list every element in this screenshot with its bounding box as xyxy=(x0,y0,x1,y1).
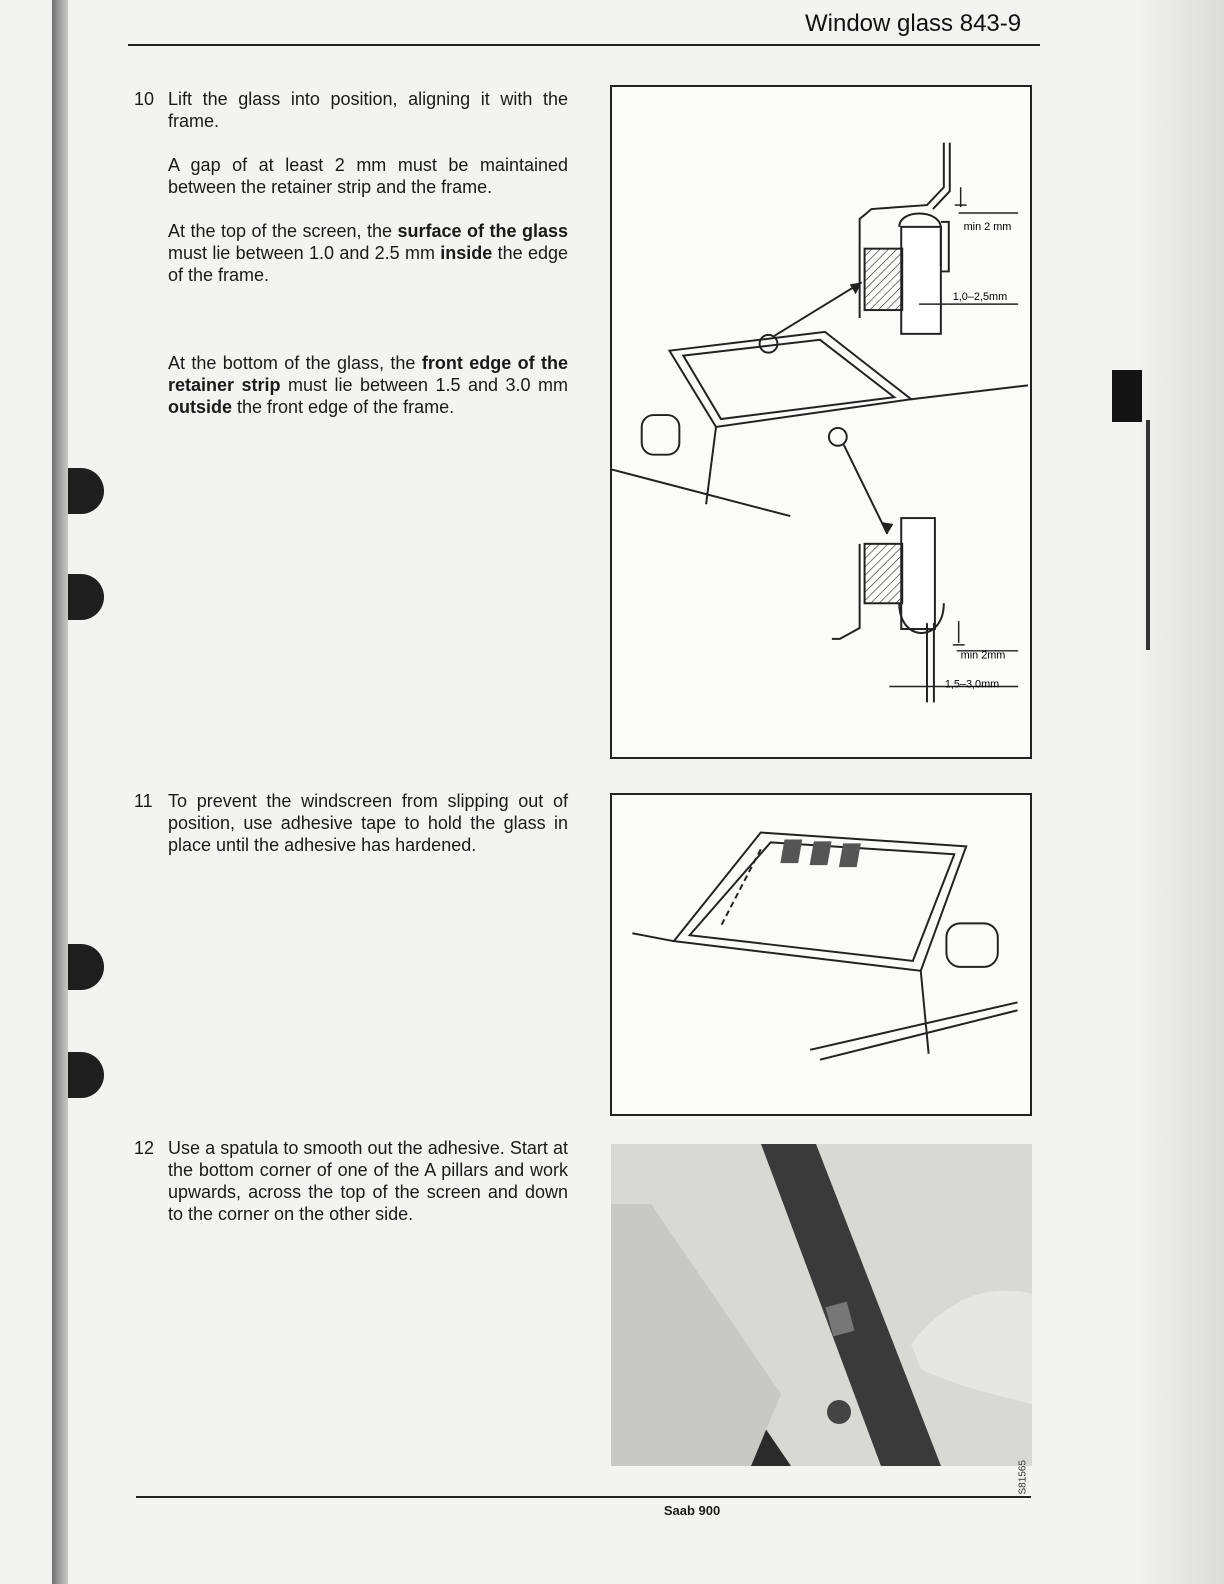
step-12 xyxy=(134,1137,568,1247)
paragraph-text: must lie between 1.0 and 2.5 mm xyxy=(168,243,441,263)
bottom-section-detail xyxy=(832,518,944,702)
dimension-bottom-gap: min 2mm xyxy=(960,649,1006,662)
header-rule xyxy=(128,44,1040,46)
windscreen-tape-diagram xyxy=(612,795,1030,1114)
step-10 xyxy=(134,88,568,440)
binder-hole xyxy=(68,1052,104,1098)
step-body xyxy=(168,88,568,418)
paragraph-text: must lie between 1.5 and 3.0 mm xyxy=(280,375,568,395)
step-number: 10 xyxy=(134,89,155,109)
section-tab-marker xyxy=(1112,370,1142,422)
bottom-detail-marker xyxy=(829,428,847,446)
car-windscreen-outline xyxy=(612,332,1028,516)
emphasis-text: surface of the glass xyxy=(397,221,568,241)
top-section-detail xyxy=(860,143,950,334)
figure-windscreen-tape xyxy=(610,793,1032,1116)
binder-hole xyxy=(68,944,104,990)
paragraph-text: At the top of the screen, the xyxy=(168,221,398,241)
paragraph-text: To prevent the windscreen from slipping out of position, use adhesive tape to hold the glass in place until the adhesive has hardened. xyxy=(168,791,568,855)
windscreen-section-diagram xyxy=(612,87,1030,757)
page-header: Window glass 843-9 xyxy=(805,10,1022,37)
emphasis-text: front edge of the retainer strip xyxy=(168,353,568,395)
paragraph-text: Lift the glass into position, aligning it with the frame. xyxy=(168,89,568,131)
step-body xyxy=(168,1137,568,1225)
section-tab-line xyxy=(1146,420,1150,650)
top-detail-marker xyxy=(760,335,778,353)
photo-code: S81565 xyxy=(1017,1460,1028,1495)
step-11 xyxy=(134,790,568,878)
paragraph-text: At the bottom of the glass, the xyxy=(168,353,422,373)
paragraph-text: the front edge of the frame. xyxy=(232,397,455,417)
step-number: 12 xyxy=(134,1138,155,1158)
step-paragraph xyxy=(168,88,568,132)
step-paragraph xyxy=(168,220,568,286)
dimension-top-gap: min 2 mm xyxy=(963,220,1012,233)
paragraph-text: the edge of the frame. xyxy=(168,243,568,285)
step-paragraph xyxy=(168,1137,568,1225)
emphasis-text: outside xyxy=(168,397,233,417)
photo-illustration xyxy=(611,1144,1032,1466)
binder-hole xyxy=(68,574,104,620)
step-paragraph xyxy=(168,790,568,856)
paragraph-text: A gap of at least 2 mm must be maintained between the retainer strip and the frame. xyxy=(168,155,568,197)
page-right-edge xyxy=(1140,0,1224,1584)
paragraph-text: Use a spatula to smooth out the adhesive. Start at the bottom corner of one of the A pillars and work upwards, across the top of the screen and down to the corner on the other side. xyxy=(168,1138,568,1224)
emphasis-text: inside xyxy=(440,243,493,263)
step-body xyxy=(168,790,568,856)
footer-title: Saab 900 xyxy=(663,1503,721,1518)
step-paragraph xyxy=(168,154,568,198)
binder-edge xyxy=(52,0,68,1584)
step-paragraph xyxy=(168,352,568,418)
dimension-bottom-offset: 1,5–3,0mm xyxy=(944,678,1000,691)
photo-spatula-adhesive xyxy=(611,1144,1032,1495)
step-number: 11 xyxy=(134,791,153,811)
dimension-top-inset: 1,0–2,5mm xyxy=(952,291,1008,304)
figure-windscreen-sections xyxy=(610,85,1032,759)
binder-hole xyxy=(68,468,104,514)
footer-rule xyxy=(136,1496,1031,1498)
